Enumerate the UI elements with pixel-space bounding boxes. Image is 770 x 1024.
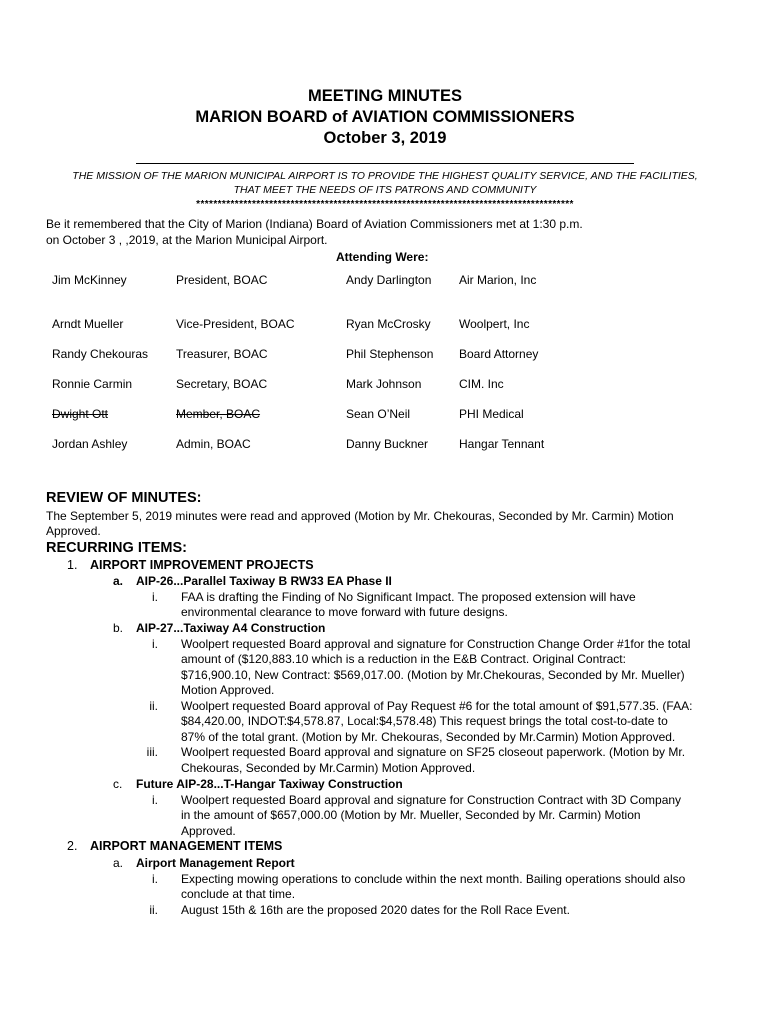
mgmt-i-line1: Expecting mowing operations to conclude within the next month. Bailing operations should also <box>181 872 686 886</box>
attendee-name: Randy Chekouras <box>52 347 149 361</box>
header-divider <box>136 163 634 164</box>
mission-statement-line2: THAT MEET THE NEEDS OF ITS PATRONS AND COMMUNITY <box>233 184 537 196</box>
title-date: October 3, 2019 <box>323 129 447 147</box>
guest-name: Sean O’Neil <box>346 407 411 421</box>
guest-affiliation: PHI Medical <box>459 407 524 421</box>
attendee-role: Secretary, BOAC <box>176 377 268 391</box>
attendee-role: Treasurer, BOAC <box>176 347 268 361</box>
mgmt-i-line2: conclude at that time. <box>181 887 296 901</box>
attendee-name: Arndt Mueller <box>52 317 124 331</box>
attendee-role: Admin, BOAC <box>176 437 251 451</box>
item-b-ii-marker: ii. <box>149 699 158 713</box>
review-text-line1: The September 5, 2019 minutes were read and approved (Motion by Mr. Chekouras, Seconded by Mr. Carmin) Motion <box>46 509 674 523</box>
guest-name: Andy Darlington <box>346 273 432 287</box>
item-b-title: AIP-27...Taxiway A4 Construction <box>136 621 326 635</box>
intro-line2: on October 3 , ,2019, at the Marion Municipal Airport. <box>46 233 328 247</box>
item-b-i-line1: Woolpert requested Board approval and signature for Construction Change Order #1for the total <box>181 637 691 651</box>
attendee-name-struck: Dwight Ott <box>52 407 109 421</box>
attending-heading: Attending Were: <box>336 250 429 264</box>
attendee-role: President, BOAC <box>176 273 268 287</box>
title-board-name: MARION BOARD of AVIATION COMMISSIONERS <box>195 108 575 126</box>
mission-statement-line1: THE MISSION OF THE MARION MUNICIPAL AIRPORT IS TO PROVIDE THE HIGHEST QUALITY SERVICE, AND THE FACILITIES, <box>72 170 698 182</box>
guest-affiliation: Woolpert, Inc <box>459 317 530 331</box>
item-b-ii-line2: $84,420.00, INDOT:$4,578.87, Local:$4,578.48) This request brings the total cost-to-date to <box>181 714 668 728</box>
attendee-name: Ronnie Carmin <box>52 377 133 391</box>
item-b-i-line3: $716,900.10, New Contract: $569,017.00. (Motion by Mr.Chekouras, Seconded by Mr. Mueller) <box>181 668 685 682</box>
guest-affiliation: CIM. Inc <box>459 377 504 391</box>
star-divider: **************************************************************************************** <box>196 199 574 210</box>
section-2-number: 2. <box>67 839 78 853</box>
guest-name: Mark Johnson <box>346 377 422 391</box>
section-2-title: AIRPORT MANAGEMENT ITEMS <box>90 839 283 853</box>
item-c-i-line2: in the amount of $657,000.00 (Motion by Mr. Mueller, Seconded by Mr. Carmin) Motion <box>181 808 641 822</box>
item-b-i-line4: Motion Approved. <box>181 683 275 697</box>
item-c-i-line1: Woolpert requested Board approval and signature for Construction Contract with 3D Company <box>181 793 682 807</box>
guest-name: Danny Buckner <box>346 437 429 451</box>
guest-name: Ryan McCrosky <box>346 317 431 331</box>
review-text-line2: Approved. <box>46 524 101 538</box>
item-b-marker: b. <box>113 621 124 635</box>
guest-affiliation: Board Attorney <box>459 347 539 361</box>
section-1-title: AIRPORT IMPROVEMENT PROJECTS <box>90 558 314 572</box>
mgmt-a-marker: a. <box>113 856 124 870</box>
recurring-heading: RECURRING ITEMS: <box>46 540 187 556</box>
intro-line1: Be it remembered that the City of Marion (Indiana) Board of Aviation Commissioners met at 1:30 p.m. <box>46 217 583 231</box>
attendee-role-struck: Member, BOAC <box>176 407 261 421</box>
item-a-i-line1: FAA is drafting the Finding of No Significant Impact. The proposed extension will have <box>181 590 636 604</box>
guest-name: Phil Stephenson <box>346 347 434 361</box>
item-c-title: Future AIP-28...T-Hangar Taxiway Construction <box>136 777 403 791</box>
mgmt-i-marker: i. <box>152 872 158 886</box>
mgmt-ii-line1: August 15th & 16th are the proposed 2020 dates for the Roll Race Event. <box>181 903 570 917</box>
mgmt-ii-marker: ii. <box>149 903 158 917</box>
attendee-role: Vice-President, BOAC <box>176 317 295 331</box>
item-b-i-marker: i. <box>152 637 158 651</box>
item-c-i-line3: Approved. <box>181 824 236 838</box>
mgmt-a-title: Airport Management Report <box>136 856 295 870</box>
item-a-i-line2: environmental clearance to move forward with future designs. <box>181 605 508 619</box>
title-meeting-minutes: MEETING MINUTES <box>307 87 462 105</box>
item-c-marker: c. <box>113 777 123 791</box>
item-b-iii-line1: Woolpert requested Board approval and signature on SF25 closeout paperwork. (Motion by Mr. <box>181 745 686 759</box>
item-a-marker: a. <box>113 574 124 588</box>
attendee-name: Jordan Ashley <box>52 437 128 451</box>
attendee-name: Jim McKinney <box>52 273 127 287</box>
review-heading: REVIEW OF MINUTES: <box>46 490 202 506</box>
guest-affiliation: Hangar Tennant <box>459 437 545 451</box>
item-a-title: AIP-26...Parallel Taxiway B RW33 EA Phase II <box>136 574 392 588</box>
item-b-iii-line2: Chekouras, Seconded by Mr.Carmin) Motion Approved. <box>181 761 476 775</box>
item-b-ii-line3: 87% of the total grant. (Motion by Mr. Chekouras, Seconded by Mr.Carmin) Motion Approved. <box>181 730 676 744</box>
item-b-iii-marker: iii. <box>146 745 158 759</box>
item-c-i-marker: i. <box>152 793 158 807</box>
item-b-ii-line1: Woolpert requested Board approval of Pay Request #6 for the total amount of $91,577.35. (FAA: <box>181 699 693 713</box>
guest-affiliation: Air Marion, Inc <box>459 273 537 287</box>
item-b-i-line2: amount of ($120,883.10 which is a reduction in the E&B Contract. Original Contract: <box>181 652 626 666</box>
section-1-number: 1. <box>67 558 78 572</box>
item-a-i-marker: i. <box>152 590 158 604</box>
